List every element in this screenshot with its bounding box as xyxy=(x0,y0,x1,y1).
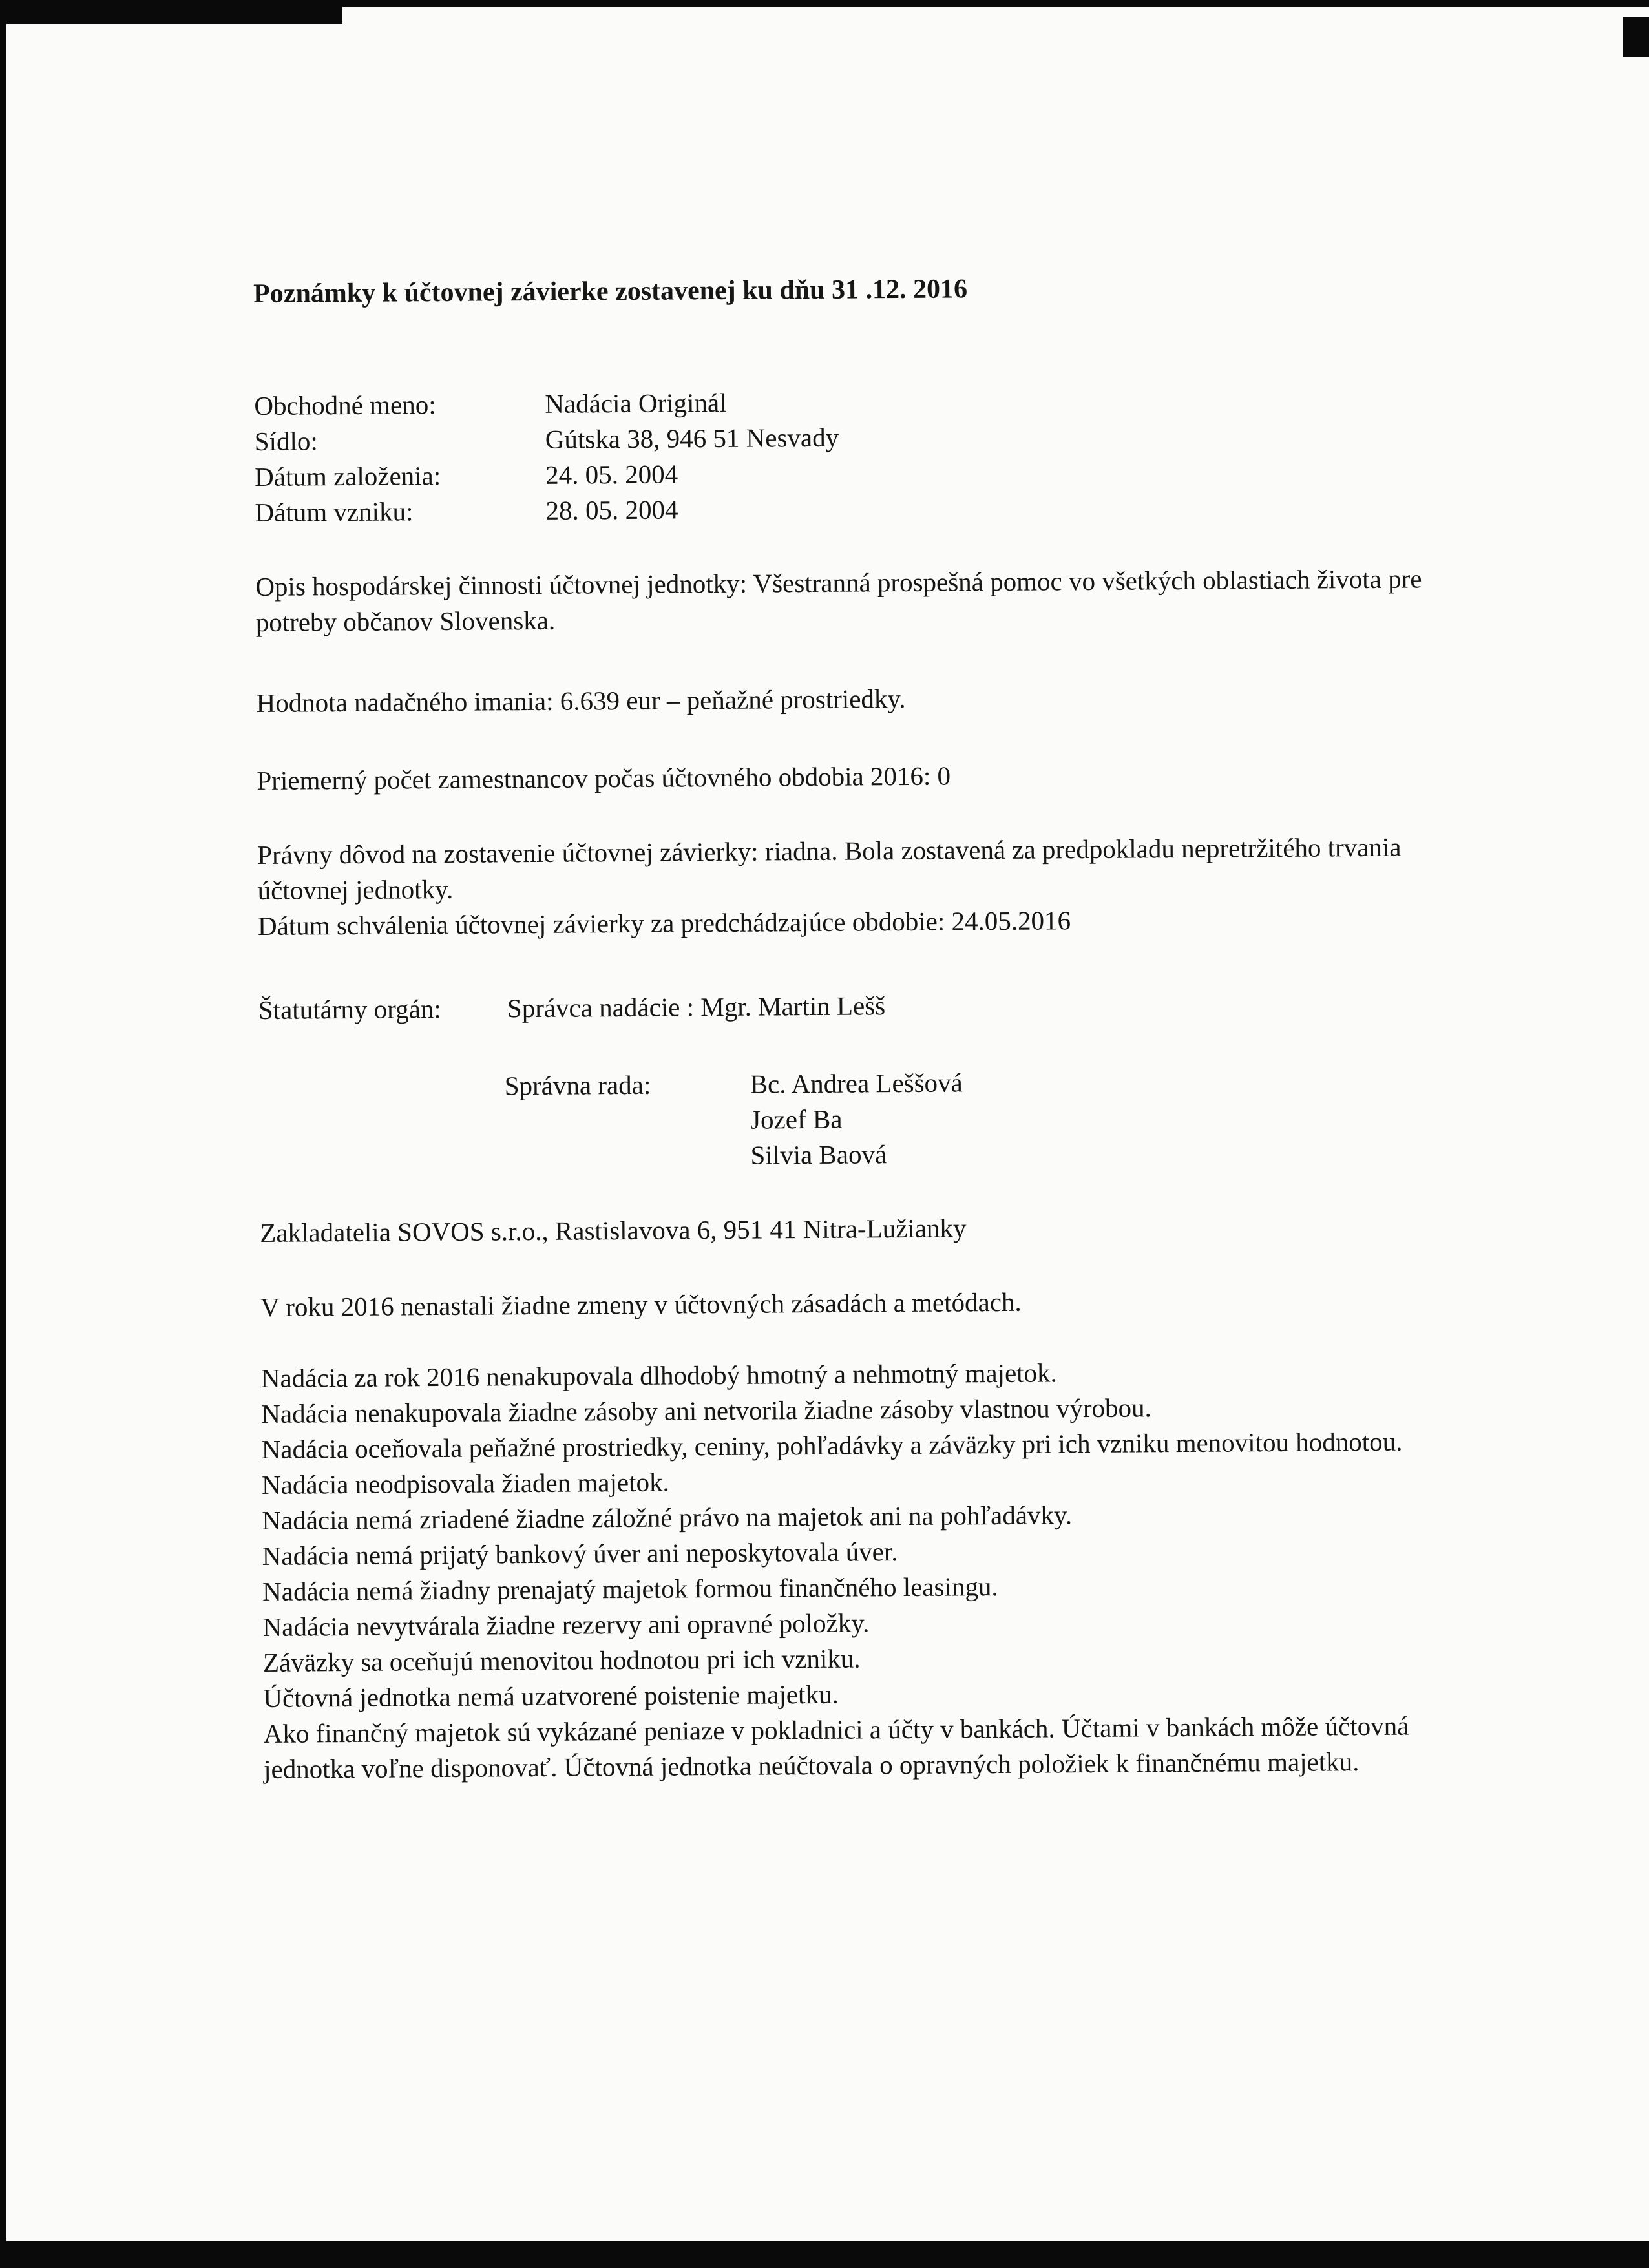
statements-block xyxy=(261,1352,1437,1787)
board-label: Správna rada: xyxy=(504,1069,651,1101)
info-value: Nadácia Originál xyxy=(545,387,727,419)
board-member: Silvia Baová xyxy=(750,1139,887,1170)
info-value: 24. 05. 2004 xyxy=(545,459,678,490)
scan-edge-left xyxy=(0,0,6,2268)
document-title: Poznámky k účtovnej závierke zostavenej ku dňu 31 .12. 2016 xyxy=(253,274,968,309)
paragraph-endowment-value: Hodnota nadačného imania: 6.639 eur – peňažné prostriedky. xyxy=(256,683,906,718)
info-value: 28. 05. 2004 xyxy=(545,494,678,525)
statement-line: Ako finančný majetok sú vykázané peniaze v pokladnici a účty v bankách. Účtami v bankách môže účtovná jednotka voľne disponovať. Účtovná jednotka neúčtovala o opravných položiek k finančnému majetku. xyxy=(263,1710,1409,1784)
paragraph-average-employees: Priemerný počet zamestnancov počas účtovného obdobia 2016: 0 xyxy=(257,761,951,795)
statutory-body-row xyxy=(258,984,1431,1028)
board-member: Bc. Andrea Leššová xyxy=(750,1067,963,1099)
statement-line: Nadácia nenakupovala žiadne zásoby ani netvorila žiadne zásoby vlastnou výrobou. xyxy=(261,1392,1151,1429)
info-label: Sídlo: xyxy=(254,426,318,456)
document-content xyxy=(253,268,1436,1787)
info-label: Dátum založenia: xyxy=(255,460,441,492)
statement-line: Nadácia nevytvárala žiadne rezervy ani opravné položky. xyxy=(262,1608,870,1642)
statement-line: Nadácia oceňovala peňažné prostriedky, ceniny, pohľadávky a záväzky pri ich vzniku menovitou hodnotou. xyxy=(261,1426,1403,1464)
statement-line: Nadácia nemá prijatý bankový úver ani neposkytovala úver. xyxy=(262,1537,898,1571)
board-members xyxy=(750,1065,963,1173)
statement-line: Nadácia nemá žiadny prenajatý majetok formou finančného leasingu. xyxy=(262,1571,998,1606)
paragraph-activity-description: Opis hospodárskej činnosti účtovnej jednotky: Všestranná prospešná pomoc vo všetkých oblastiach života pre potreby občanov Slovenska. xyxy=(255,563,1422,637)
statutory-body-label: Štatutárny orgán: xyxy=(258,993,441,1025)
paragraph-no-changes: V roku 2016 nenastali žiadne zmeny v účtovných zásadách a metódach. xyxy=(260,1286,1022,1322)
statement-line: Nadácia za rok 2016 nenakupovala dlhodobý hmotný a nehmotný majetok. xyxy=(260,1358,1057,1393)
paragraph-approval-date: Dátum schválenia účtovnej závierky za predchádzajúce obdobie: 24.05.2016 xyxy=(257,905,1071,941)
info-value: Gútska 38, 946 51 Nesvady xyxy=(545,422,839,454)
entity-info-block xyxy=(254,380,1427,530)
statement-line: Nadácia neodpisovala žiaden majetok. xyxy=(261,1467,669,1500)
statutory-body-value: Správca nadácie : Mgr. Martin Lešš xyxy=(507,991,886,1024)
info-row-established-date xyxy=(255,487,1427,530)
scan-mark-top-right xyxy=(1623,17,1649,57)
scan-edge-top-left xyxy=(0,0,342,24)
statement-line: Záväzky sa oceňujú menovitou hodnotou pri ich vzniku. xyxy=(262,1643,861,1677)
paragraph-legal-reason-block xyxy=(257,829,1431,944)
scan-edge-bottom xyxy=(0,2241,1649,2268)
board-row xyxy=(259,1062,1433,1177)
paragraph-legal-reason: Právny dôvod na zostavenie účtovnej závierky: riadna. Bola zostavená za predpokladu nepretržitého trvania účtovnej jednotky. xyxy=(257,832,1402,905)
statement-line: Nadácia nemá zriadené žiadne záložné právo na majetok ani na pohľadávky. xyxy=(262,1500,1073,1535)
paragraph-founders: Zakladatelia SOVOS s.r.o., Rastislavova 6, 951 41 Nitra-Lužianky xyxy=(260,1213,967,1248)
statement-line: Účtovná jednotka nemá uzatvorené poistenie majetku. xyxy=(263,1679,839,1713)
info-label: Obchodné meno: xyxy=(254,390,436,421)
board-member: Jozef Ba xyxy=(750,1104,843,1135)
info-label: Dátum vzniku: xyxy=(255,496,414,527)
